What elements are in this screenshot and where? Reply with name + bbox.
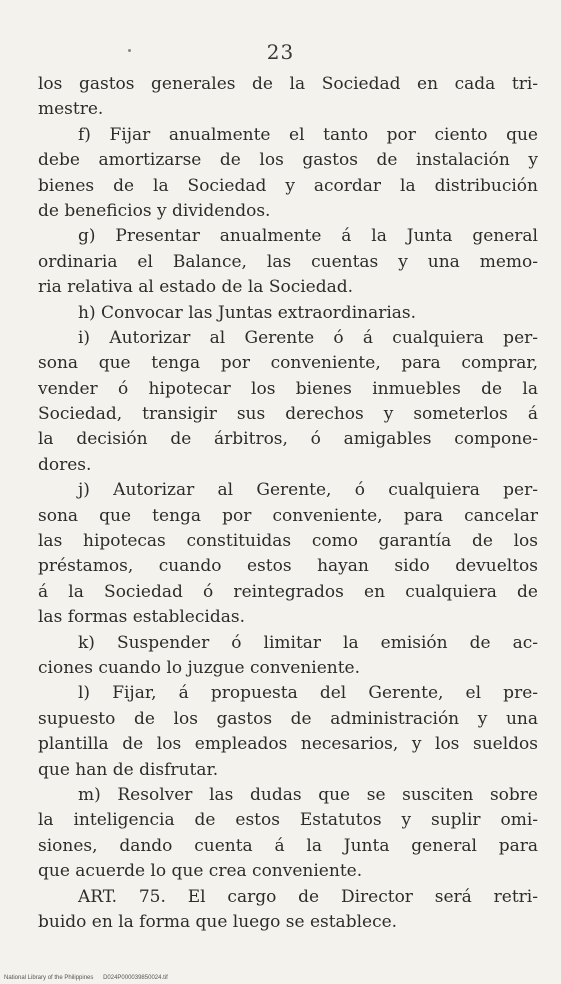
text-line: f) Fijar anualmente el tanto por ciento que	[78, 124, 538, 145]
text-line: á la Sociedad ó reintegrados en cualquiera de	[38, 581, 538, 602]
text-line: de beneficios y dividendos.	[38, 200, 271, 221]
footer-code: D024P000039850024.tif	[103, 975, 168, 981]
text-line: buido en la forma que luego se establece.	[38, 911, 398, 932]
text-line: dores.	[38, 454, 92, 475]
footer-library: National Library of the Philippines	[4, 975, 94, 981]
text-line: ciones cuando lo juzgue conveniente.	[38, 657, 361, 678]
text-line: sona que tenga por conveniente, para cancelar	[38, 505, 538, 526]
text-line: bienes de la Sociedad y acordar la distribución	[38, 175, 538, 196]
text-line: la inteligencia de estos Estatutos y suplir omi-	[38, 810, 538, 831]
text-line: sona que tenga por conveniente, para comprar,	[38, 353, 538, 374]
text-line: i) Autorizar al Gerente ó á cualquiera per-	[78, 327, 538, 348]
text-line: ordinaria el Balance, las cuentas y una memo-	[38, 251, 538, 272]
text-line: vender ó hipotecar los bienes inmuebles de la	[38, 378, 538, 399]
text-line: plantilla de los empleados necesarios, y los sueldos	[38, 734, 538, 755]
scan-footer	[4, 975, 176, 981]
text-line: las hipotecas constituidas como garantía de los	[38, 531, 538, 552]
text-line: ria relativa al estado de la Sociedad.	[38, 277, 354, 298]
text-line: que han de disfrutar.	[38, 759, 219, 780]
text-line: que acuerde lo que crea conveniente.	[38, 861, 363, 882]
text-line: g) Presentar anualmente á la Junta general	[78, 226, 538, 247]
text-line: las formas establecidas.	[38, 607, 245, 628]
text-line: l) Fijar, á propuesta del Gerente, el pre-	[78, 683, 538, 704]
text-line: siones, dando cuenta á la Junta general para	[38, 835, 538, 856]
text-line: Sociedad, transigir sus derechos y someterlos á	[38, 404, 538, 425]
text-line: h) Convocar las Juntas extraordinarias.	[78, 302, 417, 323]
text-line: los gastos generales de la Sociedad en cada tri-	[38, 74, 538, 94]
page-number: 23	[266, 40, 295, 64]
text-line: k) Suspender ó limitar la emisión de ac-	[78, 632, 538, 653]
body-text	[38, 72, 538, 935]
text-line: debe amortizarse de los gastos de instalación y	[38, 150, 538, 171]
text-line: la decisión de árbitros, ó amigables compone-	[38, 429, 538, 450]
text-line: ART. 75. El cargo de Director será retri-	[78, 886, 538, 907]
text-line: m) Resolver las dudas que se susciten sobre	[78, 784, 538, 805]
text-line: préstamos, cuando estos hayan sido devueltos	[38, 556, 538, 577]
text-line: j) Autorizar al Gerente, ó cualquiera per-	[78, 480, 538, 501]
text-line: supuesto de los gastos de administración y una	[38, 708, 538, 729]
text-line: mestre.	[38, 99, 104, 120]
